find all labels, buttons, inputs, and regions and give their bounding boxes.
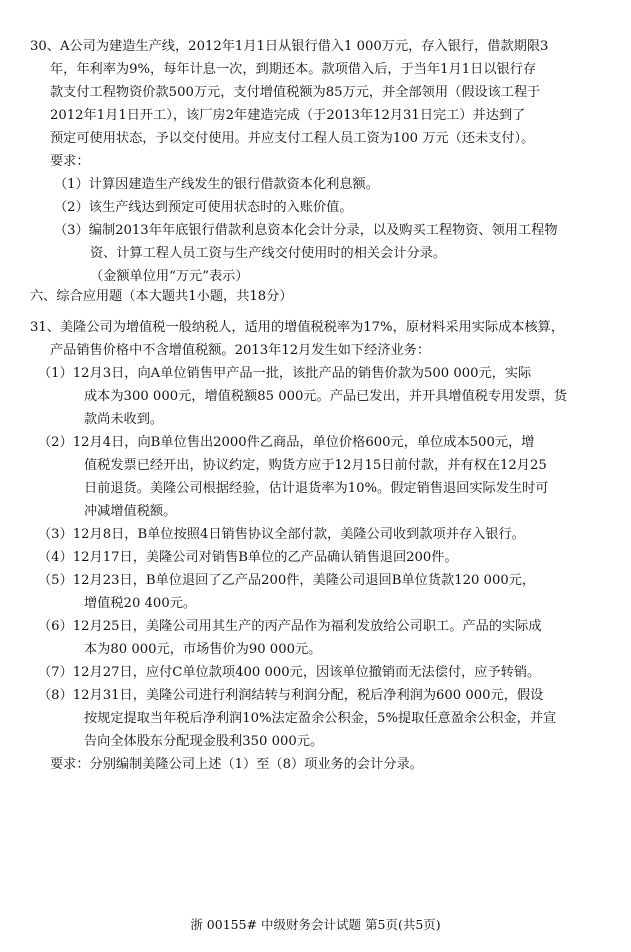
q30-requirement-item: （2）该生产线达到预定可使用状态时的入账价值。 bbox=[54, 200, 353, 215]
q31-requirement: 要求：分别编制美隆公司上述（1）至（8）项业务的会计分录。 bbox=[50, 757, 423, 772]
q31-item-2-cont: 值税发票已经开出，协议约定，购货方应于12月15日前付款，并有权在12月25 bbox=[84, 458, 547, 473]
q30-line: 2012年1月1日开工），该厂房2年建造完成（于2013年12月31日完工）并达到了 bbox=[50, 108, 526, 123]
q31-item-1-cont: 款尚未收到。 bbox=[84, 412, 164, 427]
q31-item-8-cont: 告向全体股东分配现金股利350 000元。 bbox=[84, 734, 324, 749]
q31-item-5-cont: 增值税20 400元。 bbox=[84, 596, 197, 611]
q30-line: 款支付工程物资价款500万元，支付增值税额为85万元，并全部领用（假设该工程于 bbox=[50, 85, 541, 100]
q30-requirement-item: 资、计算工程人员工资与生产线交付使用时的相关会计分录。 bbox=[90, 246, 447, 261]
q30-requirement-item: （3）编制2013年年底银行借款利息资本化会计分录，以及购买工程物资、领用工程物 bbox=[54, 223, 558, 238]
q31-item-6-cont: 本为80 000元，市场售价为90 000元。 bbox=[84, 642, 322, 657]
q31-intro-line: 产品销售价格中不含增值税额。2013年12月发生如下经济业务： bbox=[50, 343, 431, 358]
q30-line: 30、A公司为建造生产线，2012年1月1日从银行借入1 000万元，存入银行，借款期限3 bbox=[30, 39, 549, 54]
q30-unit-note: （金额单位用“万元”表示） bbox=[90, 269, 249, 284]
q31-item-1-cont: 成本为300 000元，增值税额85 000元。产品已发出，并开具增值税专用发票，货 bbox=[84, 389, 568, 404]
q30-requirement-item: （1）计算因建造生产线发生的银行借款资本化利息额。 bbox=[54, 177, 379, 192]
q31-item-2: （2）12月4日，向B单位售出2000件乙商品，单位价格600元，单位成本500元，增 bbox=[38, 435, 535, 450]
q31-item-8: （8）12月31日，美隆公司进行利润结转与利润分配，税后净利润为600 000元，假设 bbox=[38, 688, 544, 703]
question-31 bbox=[30, 316, 567, 776]
q31-intro-line: 31、美隆公司为增值税一般纳税人，适用的增值税税率为17%，原材料采用实际成本核算， bbox=[30, 320, 565, 335]
q31-item-2-cont: 日前退货。美隆公司根据经验，估计退货率为10%。假定销售退回实际发生时可 bbox=[84, 481, 549, 496]
q31-item-1: （1）12月3日，向A单位销售甲产品一批，该批产品的销售价款为500 000元，实际 bbox=[38, 366, 532, 381]
q31-item-5: （5）12月23日，B单位退回了乙产品200件，美隆公司退回B单位货款120 000元， bbox=[38, 573, 536, 588]
q30-requirement-label: 要求： bbox=[50, 154, 90, 169]
q31-item-7: （7）12月27日，应付C单位款项400 000元，因该单位撤销而无法偿付，应予转销。 bbox=[38, 665, 541, 680]
question-30 bbox=[30, 35, 558, 288]
q31-item-6: （6）12月25日，美隆公司用其生产的丙产品作为福利发放给公司职工。产品的实际成 bbox=[38, 619, 542, 634]
section-6-title: 六、综合应用题（本大题共1小题，共18分） bbox=[30, 289, 293, 304]
q31-item-8-cont: 按规定提取当年税后净利润10%法定盈余公积金，5%提取任意盈余公积金，并宣 bbox=[84, 711, 557, 726]
section-heading bbox=[30, 285, 293, 308]
q31-item-3: （3）12月8日，B单位按照4日销售协议全部付款，美隆公司收到款项并存入银行。 bbox=[38, 527, 525, 542]
q31-item-2-cont: 冲减增值税额。 bbox=[84, 504, 177, 519]
q30-line: 年，年利率为9%，每年计息一次，到期还本。款项借入后，于当年1月1日以银行存 bbox=[50, 62, 537, 77]
page-footer: 浙 00155# 中级财务会计试题 第5页(共5页) bbox=[190, 917, 441, 932]
q31-item-4: （4）12月17日，美隆公司对销售B单位的乙产品确认销售退回200件。 bbox=[38, 550, 458, 565]
q30-line: 预定可使用状态，予以交付使用。并应支付工程人员工资为100 万元（还未支付）。 bbox=[50, 131, 535, 146]
